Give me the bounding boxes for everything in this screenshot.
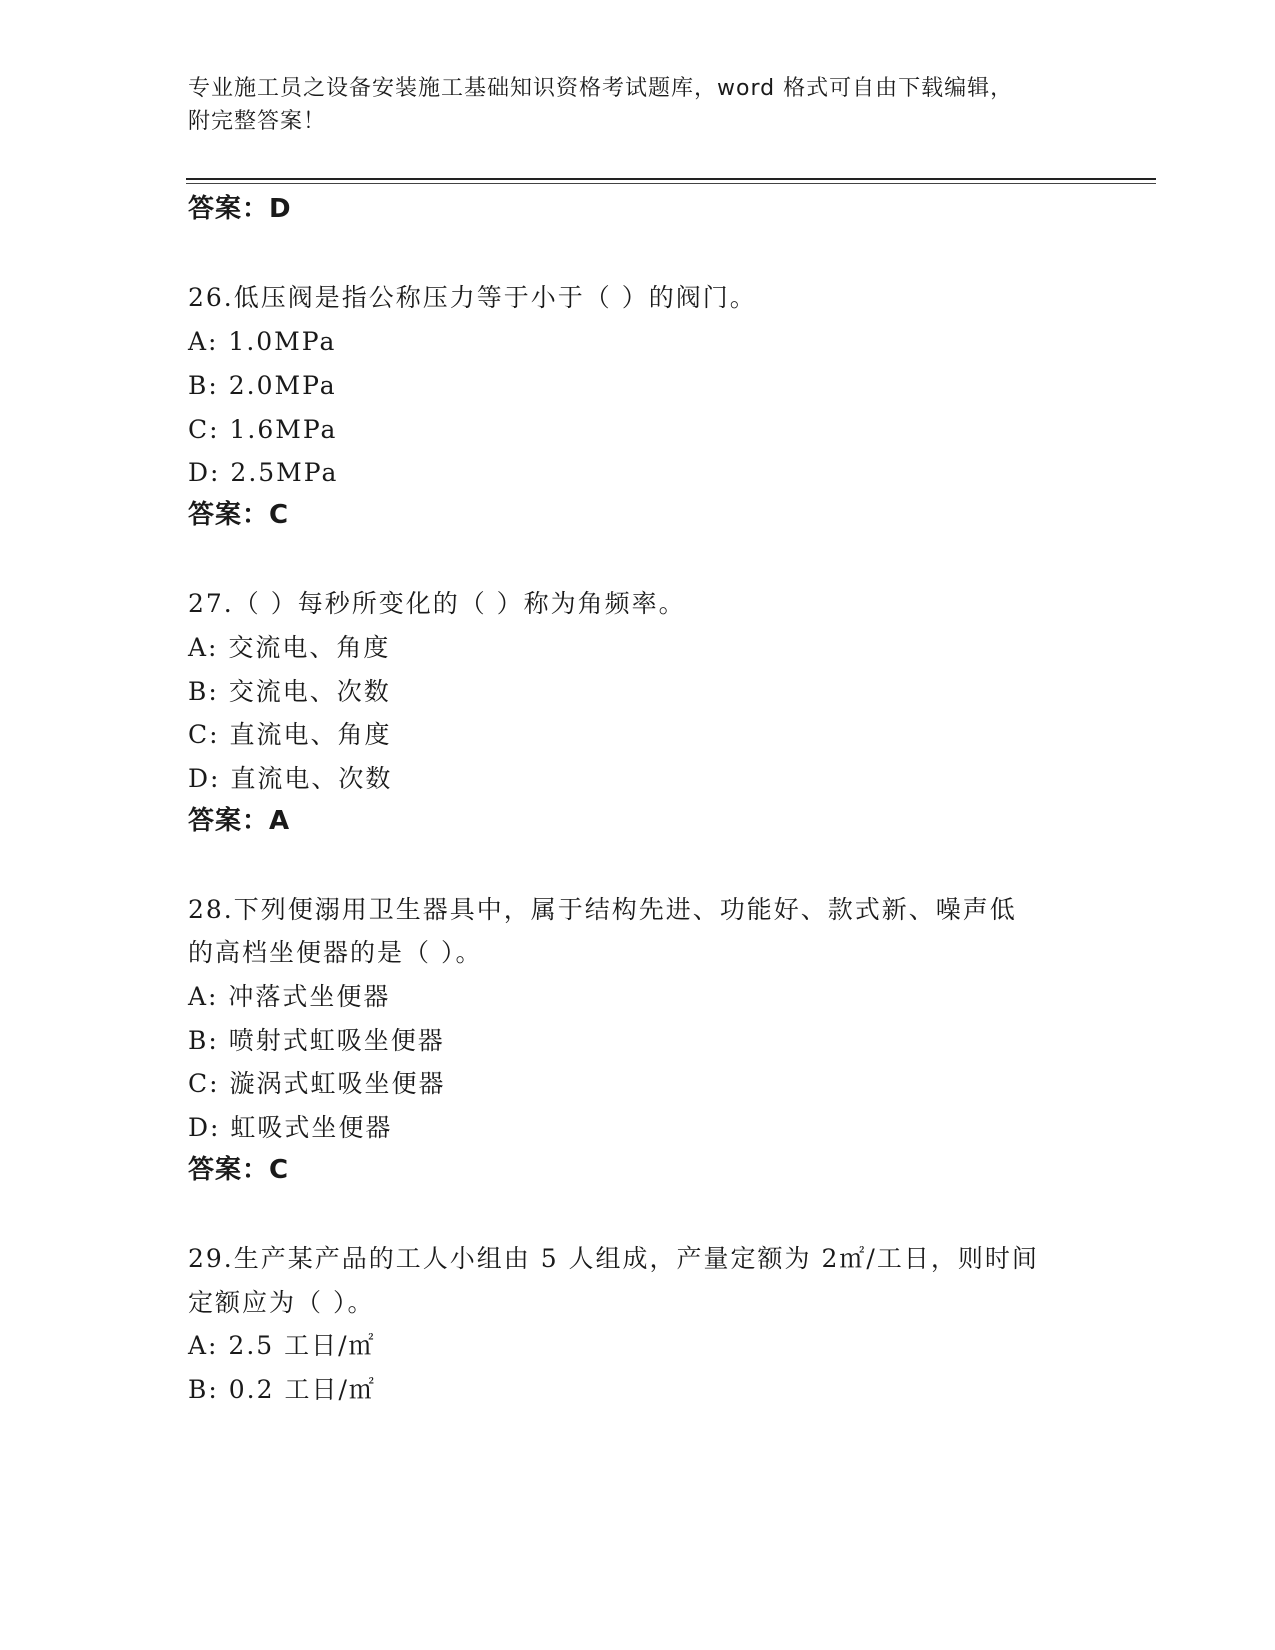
question-stem-line-1: 29.生产某产品的工人小组由 5 人组成，产量定额为 2㎡/工日，则时间 [188,1244,1039,1273]
option-b: B: 0.2 工日/㎡ [188,1375,376,1404]
document-header [188,72,1088,138]
question-stem: 26.低压阀是指公称压力等于小于（ ）的阀门。 [188,283,757,312]
option-a: A: 交流电、角度 [188,633,391,662]
question-stem-line-1: 28.下列便溺用卫生器具中，属于结构先进、功能好、款式新、噪声低 [188,895,1017,924]
option-a: A: 2.5 工日/㎡ [188,1331,376,1360]
answer: 答案：C [188,1155,290,1185]
option-c: C: 漩涡式虹吸坐便器 [188,1069,446,1098]
question-stem-line-2: 定额应为（ ）。 [188,1288,375,1317]
option-c: C: 1.6MPa [188,415,338,444]
answer: 答案：A [188,806,291,836]
answer: 答案：C [188,500,290,530]
previous-answer: 答案：D [188,194,292,224]
option-c: C: 直流电、角度 [188,720,392,749]
option-b: B: 喷射式虹吸坐便器 [188,1026,445,1055]
option-b: B: 2.0MPa [188,371,337,400]
option-d: D: 虹吸式坐便器 [188,1113,393,1142]
option-d: D: 直流电、次数 [188,764,393,793]
option-b: B: 交流电、次数 [188,677,391,706]
option-d: D: 2.5MPa [188,458,339,487]
header-divider-thin [186,183,1156,184]
header-line-1: 专业施工员之设备安装施工基础知识资格考试题库，word 格式可自由下载编辑， [188,76,1014,101]
option-a: A: 1.0MPa [188,327,337,356]
question-stem: 27.（ ）每秒所变化的（ ）称为角频率。 [188,589,686,618]
question-stem-line-2: 的高档坐便器的是（ ）。 [188,938,483,967]
header-line-2: 附完整答案！ [188,109,327,134]
option-a: A: 冲落式坐便器 [188,982,391,1011]
header-divider-thick [186,178,1156,180]
